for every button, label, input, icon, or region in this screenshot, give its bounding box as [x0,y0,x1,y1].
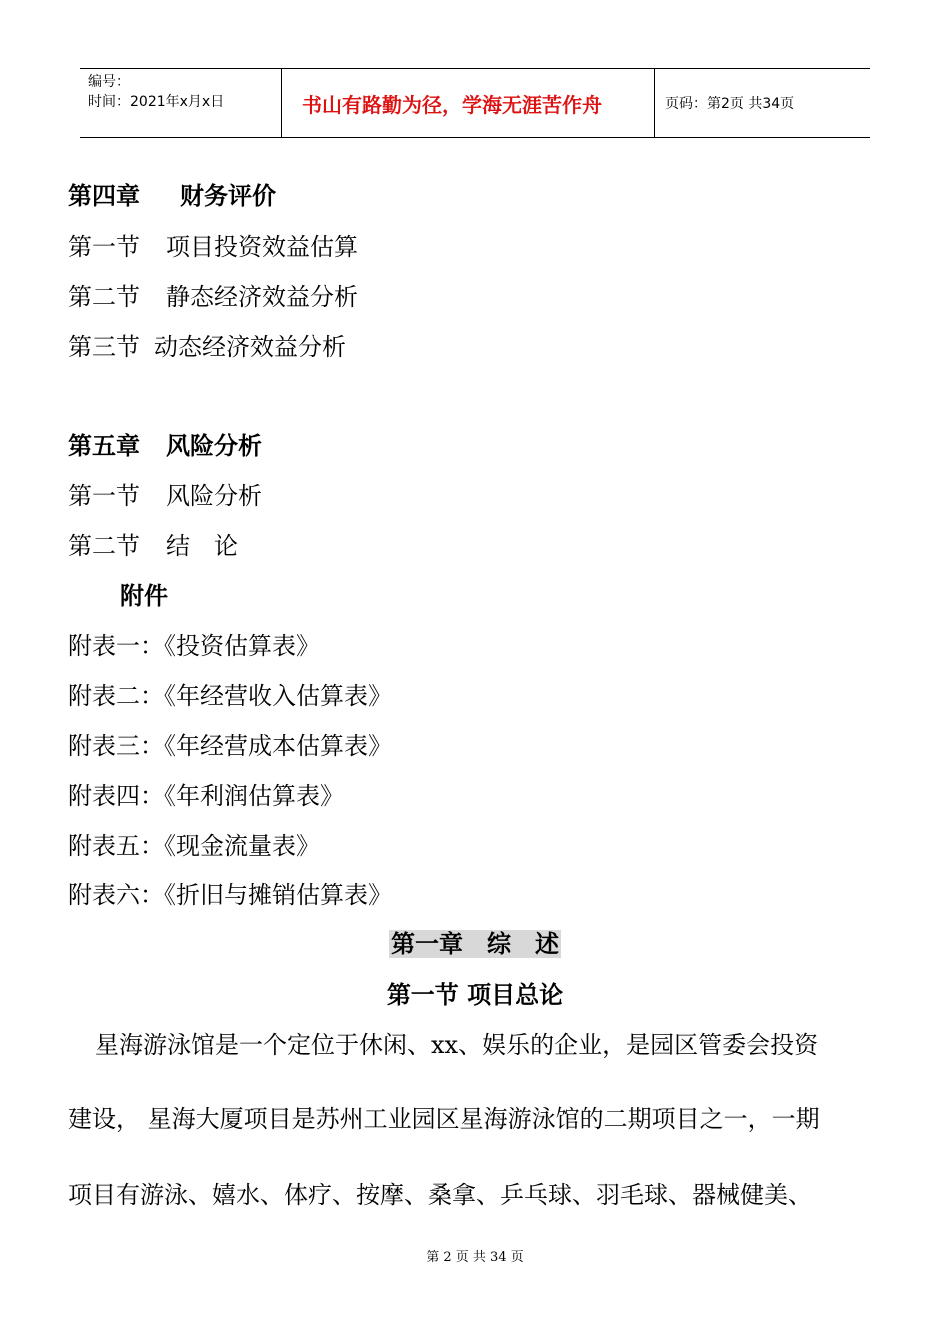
toc-section-title: 静态经济效益分析 [166,283,358,311]
toc-ch4-section-3 [68,327,346,362]
toc-section-num: 第二节 [68,283,140,311]
toc-chapter-5 [68,426,262,461]
header-motto: 书山有路勤为径，学海无涯苦作舟 [282,69,655,137]
toc-table-6: 附表六：《折旧与摊销估算表》 [68,881,392,909]
header-page-info: 页码：第2页 共34页 [665,96,795,112]
toc-ch5-section-2 [68,526,238,561]
chapter-1-heading [0,924,950,959]
toc-section-title: 项目投资效益估算 [166,233,358,261]
toc-table-4: 附表四：《年利润估算表》 [68,782,344,810]
toc-table-5: 附表五：《现金流量表》 [68,832,320,860]
toc-ch5-section-1 [68,476,262,511]
toc-chapter-4-title: 财务评价 [180,182,276,210]
chapter-1-title: 第一章 综 述 [391,930,559,958]
toc-section-title: 结 论 [166,532,238,560]
toc-table-1: 附表一：《投资估算表》 [68,632,320,660]
toc-section-num: 第二节 [68,532,140,560]
page-footer: 第 2 页 共 34 页 [426,1250,524,1265]
toc-ch4-section-1 [68,227,358,262]
toc-chapter-4-num: 第四章 [68,182,140,210]
toc-attachments-heading: 附件 [120,582,168,610]
toc-ch4-section-2 [68,277,358,312]
page-header [80,68,870,138]
toc-section-num: 第三节 [68,333,140,361]
body-paragraph-line-1: 星海游泳馆是一个定位于休闲、xx、娱乐的企业，是园区管委会投资 [95,1031,819,1059]
toc-table-3: 附表三：《年经营成本估算表》 [68,732,392,760]
header-number: 编号： [88,74,130,90]
body-paragraph-line-2: 建设， 星海大厦项目是苏州工业园区星海游泳馆的二期项目之一，一期 [68,1105,820,1133]
toc-section-num: 第一节 [68,482,140,510]
toc-chapter-4 [68,176,276,211]
toc-chapter-5-title: 风险分析 [166,432,262,460]
toc-chapter-5-num: 第五章 [68,432,140,460]
body-paragraph-line-3: 项目有游泳、嬉水、体疗、按摩、桑拿、乒乓球、羽毛球、器械健美、 [68,1181,812,1209]
toc-section-title: 动态经济效益分析 [154,333,346,361]
toc-table-2: 附表二：《年经营收入估算表》 [68,682,392,710]
header-time: 时间：2021年x月x日 [88,94,225,110]
header-meta [80,69,282,137]
toc-section-title: 风险分析 [166,482,262,510]
toc-section-num: 第一节 [68,233,140,261]
section-1-heading: 第一节 项目总论 [386,981,564,1009]
